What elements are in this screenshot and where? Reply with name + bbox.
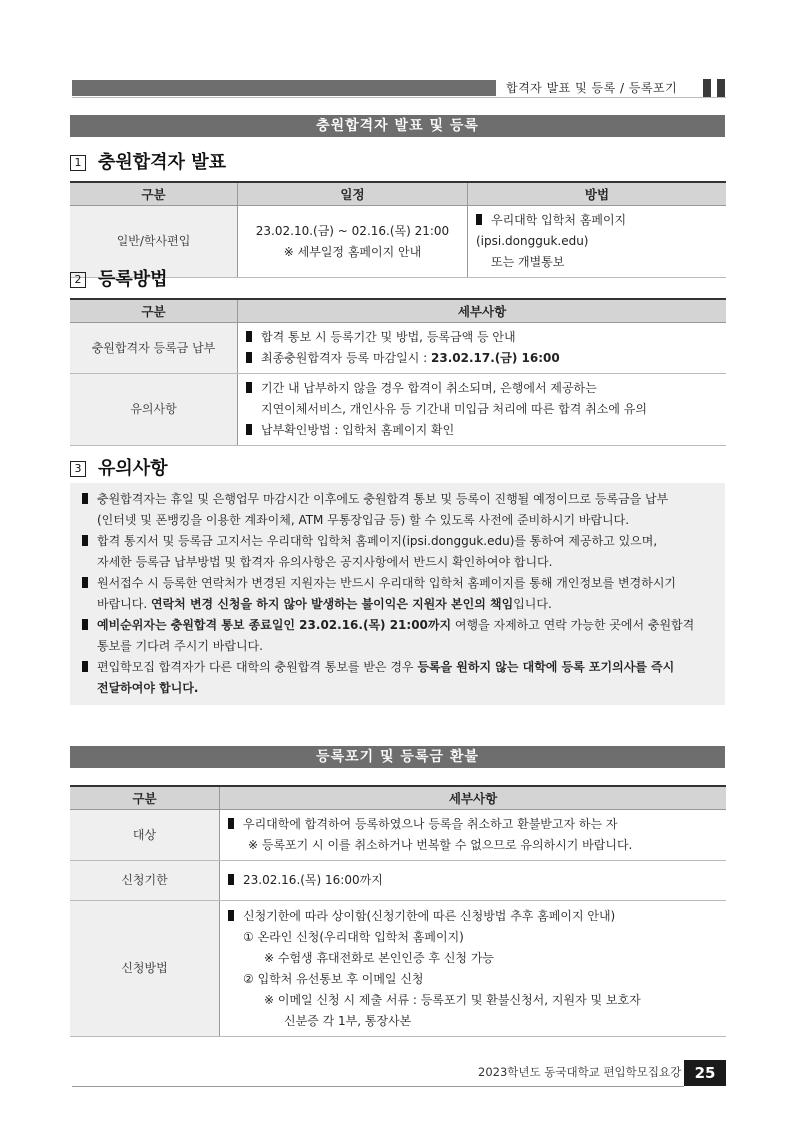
- bullet-icon: [228, 818, 234, 829]
- row-label: 대상: [70, 810, 220, 861]
- header-block: [717, 79, 725, 97]
- detail-cell: 신청기한에 따라 상이함(신청기한에 따른 신청방법 추후 홈페이지 안내) ① 온라인 신청(우리대학 입학처 홈페이지) ※ 수험생 휴대전화로 본인인증 후 신청 가능 ② 입학처 유선통보 후 이메일 신청 ※ 이메일 신청 시 제출 서류 : 등록포기 및 환불신청서, 지원자 및 보호자 신분증 각 1부, 통장사본: [220, 901, 727, 1037]
- method-text-cont: 또는 개별통보: [491, 255, 565, 269]
- header-block: [703, 79, 711, 97]
- section-title: 충원합격자 발표 및 등록: [70, 115, 725, 137]
- refund-table: [70, 785, 726, 1037]
- announce-table: [70, 181, 726, 278]
- bullet-icon: [246, 331, 252, 342]
- row-label: 신청기한: [70, 861, 220, 901]
- footer-divider: [72, 1086, 684, 1087]
- schedule-note: ※ 세부일정 홈페이지 안내: [283, 244, 422, 259]
- heading-text: 충원합격자 발표: [98, 152, 226, 173]
- bullet-icon: [246, 424, 252, 435]
- registration-table: [70, 298, 726, 446]
- row-label: 일반/학사편입: [70, 206, 238, 278]
- detail-text: 납부확인방법 : 입학처 홈페이지 확인: [261, 423, 455, 437]
- schedule-cell: [238, 206, 468, 278]
- bullet-icon: [82, 577, 88, 588]
- detail-cell: [238, 323, 727, 374]
- bullet-icon: [82, 619, 88, 630]
- col-header: 세부사항: [220, 786, 727, 810]
- col-header: 세부사항: [238, 299, 727, 323]
- bullet-icon: [246, 382, 252, 393]
- page-number: 25: [684, 1060, 726, 1086]
- note-item: 합격 통지서 및 등록금 고지서는 우리대학 입학처 홈페이지(ipsi.dongguk.edu)를 통하여 제공하고 있으며, 자세한 등록금 납부방법 및 합격자 유의사항은 공지사항에서 반드시 확인하여야 합니다.: [82, 531, 722, 573]
- header-text: 합격자 발표 및 등록 / 등록포기: [506, 81, 678, 95]
- col-header: 구분: [70, 786, 220, 810]
- section-title: 등록포기 및 등록금 환불: [70, 746, 725, 768]
- bullet-icon: [228, 910, 234, 921]
- bullet-icon: [82, 535, 88, 546]
- bullet-icon: [246, 352, 252, 363]
- detail-text: 합격 통보 시 등록기간 및 방법, 등록금액 등 안내: [261, 330, 516, 344]
- header-divider: [72, 97, 726, 98]
- bullet-icon: [82, 661, 88, 672]
- col-header: 일정: [238, 182, 468, 206]
- heading-text: 유의사항: [98, 458, 168, 479]
- note-item: 원서접수 시 등록한 연락처가 변경된 지원자는 반드시 우리대학 입학처 홈페이지를 통해 개인정보를 변경하시기 바랍니다. 연락처 변경 신청을 하지 않아 발생하는 불이익은 지원자 본인의 책임입니다.: [82, 573, 722, 615]
- schedule-text: 23.02.10.(금) ~ 02.16.(목) 21:00: [255, 223, 450, 238]
- header-bar: [72, 80, 496, 96]
- detail-text-cont: 지연이체서비스, 개인사유 등 기간내 미입금 처리에 따른 합격 취소에 유의: [261, 402, 647, 416]
- detail-cell: 23.02.16.(목) 16:00까지: [220, 861, 727, 901]
- detail-cell: [238, 374, 727, 446]
- col-header: 구분: [70, 299, 238, 323]
- row-label: 신청방법: [70, 901, 220, 1037]
- note-item: 충원합격자는 휴일 및 은행업무 마감시간 이후에도 충원합격 통보 및 등록이 진행될 예정이므로 등록금을 납부 (인터넷 및 폰뱅킹을 이용한 계좌이체, ATM 무통장입금 등) 할 수 있도록 사전에 준비하시기 바랍니다.: [82, 489, 722, 531]
- heading-announce: [70, 148, 226, 174]
- deadline-text: 23.02.17.(금) 16:00: [431, 351, 560, 365]
- method-cell: [468, 206, 727, 278]
- heading-number: 1: [70, 155, 86, 171]
- detail-text: 기간 내 납부하지 않을 경우 합격이 취소되며, 은행에서 제공하는: [261, 381, 597, 395]
- heading-notes: [70, 454, 168, 480]
- detail-cell: 우리대학에 합격하여 등록하였으나 등록을 취소하고 환불받고자 하는 자 ※ 등록포기 시 이를 취소하거나 번복할 수 없으므로 유의하시기 바랍니다.: [220, 810, 727, 861]
- heading-registration: [70, 265, 168, 291]
- row-label: 충원합격자 등록금 납부: [70, 323, 238, 374]
- col-header: 방법: [468, 182, 727, 206]
- row-label: 유의사항: [70, 374, 238, 446]
- detail-text: 최종충원합격자 등록 마감일시 :: [261, 351, 431, 365]
- notes-box: [70, 483, 725, 705]
- bullet-icon: [82, 493, 88, 504]
- col-header: 구분: [70, 182, 238, 206]
- heading-number: 3: [70, 461, 86, 477]
- note-item: 예비순위자는 충원합격 통보 종료일인 23.02.16.(목) 21:00까지 여행을 자제하고 연락 가능한 곳에서 충원합격 통보를 기다려 주시기 바랍니다.: [82, 615, 722, 657]
- footer-text: 2023학년도 동국대학교 편입학모집요강: [478, 1065, 682, 1079]
- heading-text: 등록방법: [98, 269, 168, 290]
- method-text: 우리대학 입학처 홈페이지(ipsi.dongguk.edu): [476, 213, 627, 248]
- heading-number: 2: [70, 272, 86, 288]
- bullet-icon: [476, 214, 482, 225]
- note-item: 편입학모집 합격자가 다른 대학의 충원합격 통보를 받은 경우 등록을 원하지 않는 대학에 등록 포기의사를 즉시 전달하여야 합니다.: [82, 657, 722, 699]
- bullet-icon: [228, 874, 234, 885]
